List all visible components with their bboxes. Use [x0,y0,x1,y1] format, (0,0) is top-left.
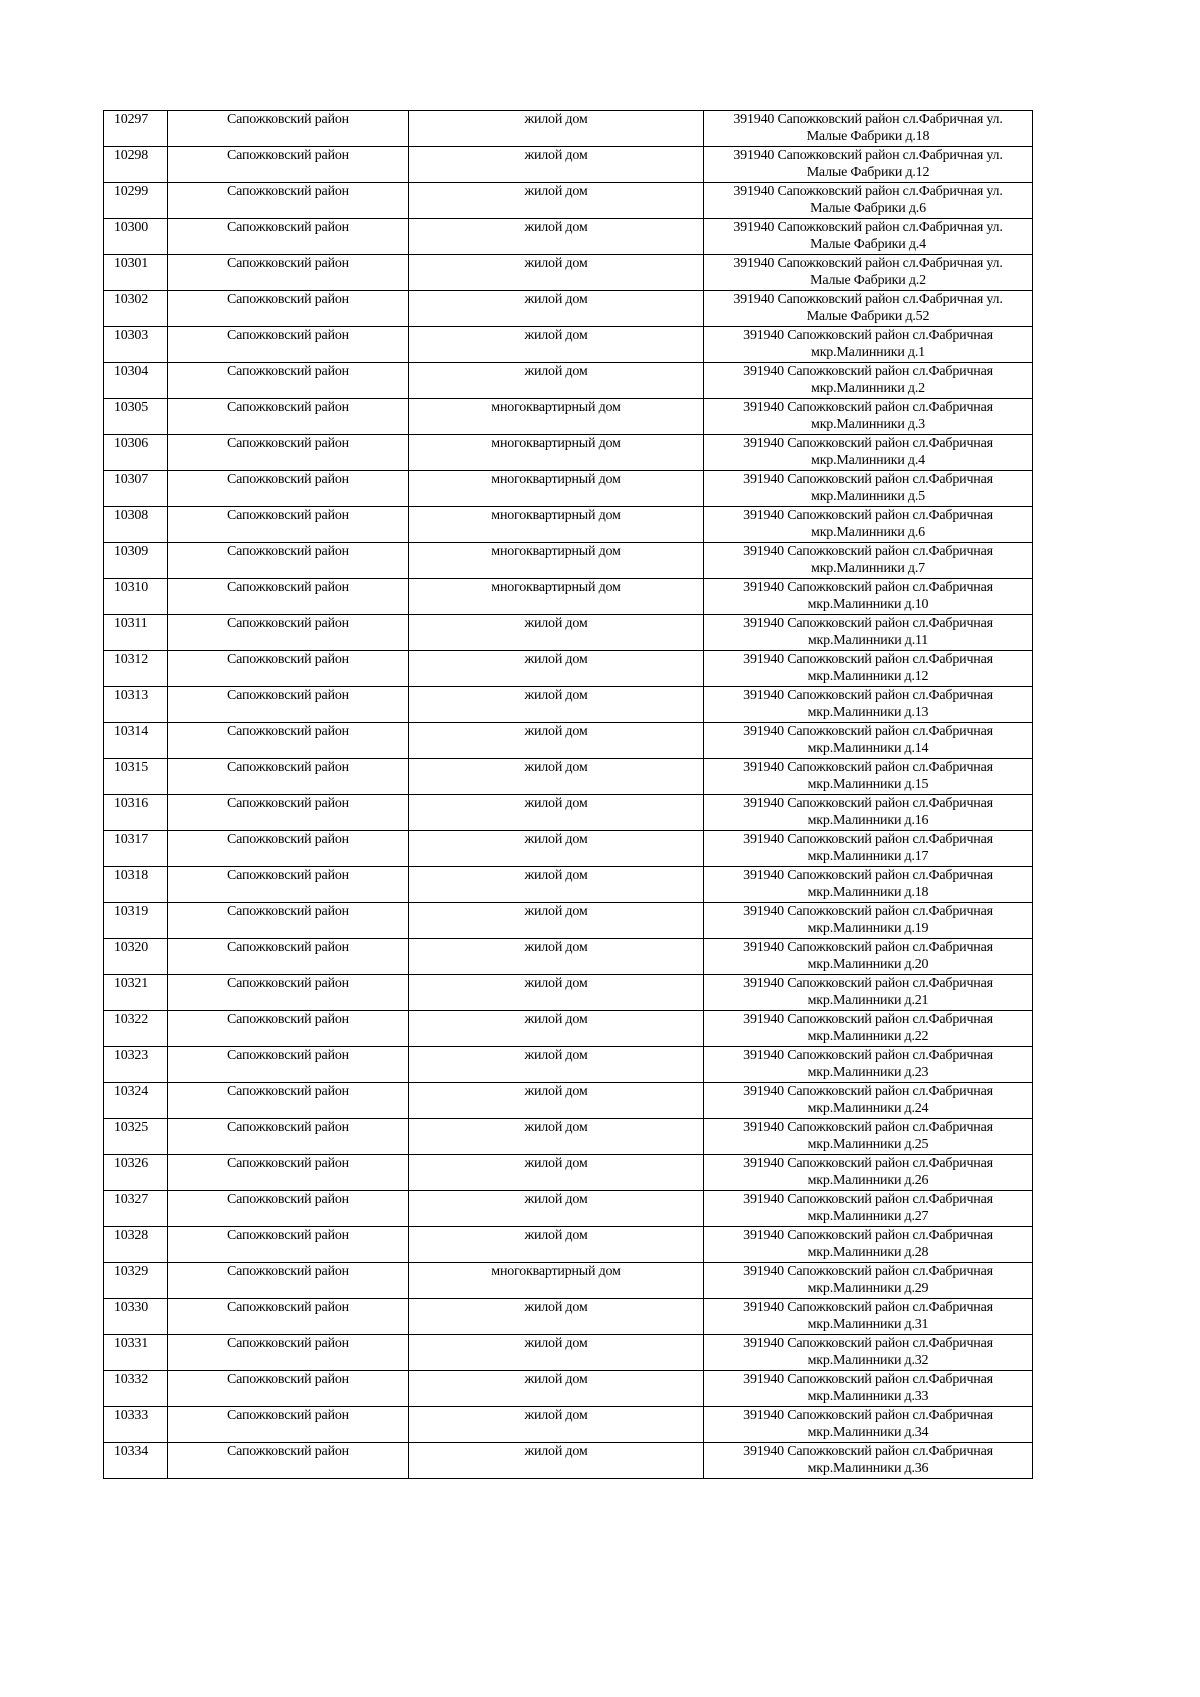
building-type-cell: жилой дом [409,219,704,255]
address-cell [704,435,1033,471]
building-type-cell: жилой дом [409,1443,704,1479]
address-cell [704,1263,1033,1299]
address-line-1: 391940 Сапожковский район сл.Фабричная [743,1228,993,1243]
record-number-cell: 10330 [104,1299,168,1335]
district-cell: Сапожковский район [168,1407,409,1443]
address-cell [704,939,1033,975]
building-type-cell: жилой дом [409,831,704,867]
district-cell: Сапожковский район [168,219,409,255]
address-line-2: мкр.Малинники д.12 [807,669,929,684]
record-number-cell: 10302 [104,291,168,327]
address-line-1: 391940 Сапожковский район сл.Фабричная ул. [733,256,1003,271]
address-cell [704,795,1033,831]
building-type-cell: жилой дом [409,795,704,831]
table-row [104,1299,1033,1335]
address-line-1: 391940 Сапожковский район сл.Фабричная [743,1408,993,1423]
address-line-2: мкр.Малинники д.22 [807,1029,929,1044]
record-number-cell: 10311 [104,615,168,651]
district-cell: Сапожковский район [168,795,409,831]
record-number-cell: 10310 [104,579,168,615]
district-cell: Сапожковский район [168,1083,409,1119]
table-row [104,687,1033,723]
address-cell [704,507,1033,543]
registry-table-body [104,111,1033,1479]
district-cell: Сапожковский район [168,111,409,147]
address-line-1: 391940 Сапожковский район сл.Фабричная [743,832,993,847]
address-line-2: мкр.Малинники д.32 [807,1353,929,1368]
address-line-2: Малые Фабрики д.6 [810,201,926,216]
address-cell [704,723,1033,759]
address-line-2: мкр.Малинники д.19 [807,921,929,936]
table-row [104,1011,1033,1047]
address-cell [704,219,1033,255]
building-type-cell: жилой дом [409,939,704,975]
building-type-cell: жилой дом [409,183,704,219]
building-type-cell: многоквартирный дом [409,543,704,579]
registry-table [103,110,1033,1479]
address-line-1: 391940 Сапожковский район сл.Фабричная ул. [733,184,1003,199]
address-line-2: Малые Фабрики д.18 [806,129,930,144]
record-number-cell: 10314 [104,723,168,759]
building-type-cell: жилой дом [409,723,704,759]
address-cell [704,759,1033,795]
record-number-cell: 10334 [104,1443,168,1479]
building-type-cell: жилой дом [409,1011,704,1047]
address-line-2: мкр.Малинники д.6 [811,525,925,540]
address-cell [704,1335,1033,1371]
address-line-1: 391940 Сапожковский район сл.Фабричная ул. [733,148,1003,163]
record-number-cell: 10303 [104,327,168,363]
building-type-cell: жилой дом [409,291,704,327]
address-cell [704,183,1033,219]
address-line-2: мкр.Малинники д.25 [807,1137,929,1152]
district-cell: Сапожковский район [168,291,409,327]
building-type-cell: жилой дом [409,1371,704,1407]
district-cell: Сапожковский район [168,1227,409,1263]
address-cell [704,1299,1033,1335]
building-type-cell: жилой дом [409,1407,704,1443]
table-row [104,1263,1033,1299]
building-type-cell: многоквартирный дом [409,579,704,615]
record-number-cell: 10331 [104,1335,168,1371]
address-line-1: 391940 Сапожковский район сл.Фабричная [743,868,993,883]
record-number-cell: 10329 [104,1263,168,1299]
district-cell: Сапожковский район [168,759,409,795]
address-line-2: мкр.Малинники д.24 [807,1101,929,1116]
table-row [104,1227,1033,1263]
district-cell: Сапожковский район [168,1263,409,1299]
building-type-cell: жилой дом [409,975,704,1011]
address-line-2: мкр.Малинники д.15 [807,777,929,792]
table-row [104,543,1033,579]
address-line-2: мкр.Малинники д.20 [807,957,929,972]
address-line-1: 391940 Сапожковский район сл.Фабричная [743,1444,993,1459]
record-number-cell: 10297 [104,111,168,147]
record-number-cell: 10315 [104,759,168,795]
address-line-1: 391940 Сапожковский район сл.Фабричная ул. [733,112,1003,127]
address-line-1: 391940 Сапожковский район сл.Фабричная [743,1336,993,1351]
table-row [104,1191,1033,1227]
table-row [104,219,1033,255]
address-line-1: 391940 Сапожковский район сл.Фабричная [743,976,993,991]
record-number-cell: 10306 [104,435,168,471]
address-cell [704,903,1033,939]
record-number-cell: 10321 [104,975,168,1011]
address-cell [704,363,1033,399]
address-line-1: 391940 Сапожковский район сл.Фабричная [743,1048,993,1063]
district-cell: Сапожковский район [168,471,409,507]
address-line-1: 391940 Сапожковский район сл.Фабричная [743,1192,993,1207]
address-line-2: Малые Фабрики д.4 [810,237,926,252]
building-type-cell: жилой дом [409,1155,704,1191]
table-row [104,435,1033,471]
table-row [104,975,1033,1011]
record-number-cell: 10324 [104,1083,168,1119]
building-type-cell: жилой дом [409,1299,704,1335]
address-line-1: 391940 Сапожковский район сл.Фабричная [743,508,993,523]
address-cell [704,327,1033,363]
address-line-2: мкр.Малинники д.36 [807,1461,929,1476]
record-number-cell: 10320 [104,939,168,975]
building-type-cell: многоквартирный дом [409,399,704,435]
address-line-1: 391940 Сапожковский район сл.Фабричная [743,904,993,919]
address-line-2: мкр.Малинники д.21 [807,993,929,1008]
address-line-2: Малые Фабрики д.2 [810,273,926,288]
address-cell [704,543,1033,579]
address-line-1: 391940 Сапожковский район сл.Фабричная [743,760,993,775]
address-line-1: 391940 Сапожковский район сл.Фабричная [743,1372,993,1387]
address-line-1: 391940 Сапожковский район сл.Фабричная [743,688,993,703]
address-line-1: 391940 Сапожковский район сл.Фабричная [743,652,993,667]
district-cell: Сапожковский район [168,1191,409,1227]
record-number-cell: 10328 [104,1227,168,1263]
table-row [104,1407,1033,1443]
record-number-cell: 10312 [104,651,168,687]
address-line-2: мкр.Малинники д.1 [811,345,925,360]
address-cell [704,1407,1033,1443]
record-number-cell: 10333 [104,1407,168,1443]
address-cell [704,975,1033,1011]
address-line-2: мкр.Малинники д.31 [807,1317,929,1332]
address-cell [704,687,1033,723]
record-number-cell: 10301 [104,255,168,291]
address-line-2: мкр.Малинники д.26 [807,1173,929,1188]
table-row [104,867,1033,903]
address-line-2: мкр.Малинники д.18 [807,885,929,900]
building-type-cell: жилой дом [409,615,704,651]
record-number-cell: 10307 [104,471,168,507]
building-type-cell: жилой дом [409,1119,704,1155]
building-type-cell: жилой дом [409,651,704,687]
address-line-1: 391940 Сапожковский район сл.Фабричная [743,616,993,631]
address-cell [704,1119,1033,1155]
district-cell: Сапожковский район [168,579,409,615]
table-row [104,471,1033,507]
address-line-2: мкр.Малинники д.13 [807,705,929,720]
table-row [104,1335,1033,1371]
record-number-cell: 10308 [104,507,168,543]
record-number-cell: 10305 [104,399,168,435]
address-cell [704,255,1033,291]
address-line-1: 391940 Сапожковский район сл.Фабричная [743,1012,993,1027]
building-type-cell: многоквартирный дом [409,435,704,471]
address-line-1: 391940 Сапожковский район сл.Фабричная ул. [733,220,1003,235]
district-cell: Сапожковский район [168,867,409,903]
table-row [104,363,1033,399]
building-type-cell: многоквартирный дом [409,1263,704,1299]
address-line-2: мкр.Малинники д.11 [807,633,929,648]
district-cell: Сапожковский район [168,651,409,687]
address-cell [704,399,1033,435]
address-cell [704,291,1033,327]
building-type-cell: многоквартирный дом [409,471,704,507]
address-line-2: мкр.Малинники д.28 [807,1245,929,1260]
record-number-cell: 10319 [104,903,168,939]
building-type-cell: жилой дом [409,1227,704,1263]
address-line-2: мкр.Малинники д.4 [811,453,925,468]
record-number-cell: 10326 [104,1155,168,1191]
building-type-cell: жилой дом [409,1047,704,1083]
building-type-cell: жилой дом [409,759,704,795]
district-cell: Сапожковский район [168,903,409,939]
district-cell: Сапожковский район [168,1119,409,1155]
district-cell: Сапожковский район [168,327,409,363]
table-row [104,1155,1033,1191]
district-cell: Сапожковский район [168,975,409,1011]
table-row [104,111,1033,147]
address-cell [704,831,1033,867]
address-line-1: 391940 Сапожковский район сл.Фабричная [743,796,993,811]
address-line-2: Малые Фабрики д.52 [806,309,930,324]
district-cell: Сапожковский район [168,1047,409,1083]
table-row [104,1119,1033,1155]
district-cell: Сапожковский район [168,831,409,867]
address-line-1: 391940 Сапожковский район сл.Фабричная [743,940,993,955]
building-type-cell: жилой дом [409,255,704,291]
address-line-1: 391940 Сапожковский район сл.Фабричная [743,580,993,595]
address-cell [704,1371,1033,1407]
address-cell [704,1011,1033,1047]
address-line-1: 391940 Сапожковский район сл.Фабричная [743,472,993,487]
table-row [104,255,1033,291]
address-cell [704,1191,1033,1227]
address-line-2: мкр.Малинники д.10 [807,597,929,612]
record-number-cell: 10299 [104,183,168,219]
table-row [104,939,1033,975]
building-type-cell: жилой дом [409,363,704,399]
table-row [104,615,1033,651]
building-type-cell: жилой дом [409,147,704,183]
record-number-cell: 10323 [104,1047,168,1083]
building-type-cell: жилой дом [409,111,704,147]
table-row [104,831,1033,867]
address-line-1: 391940 Сапожковский район сл.Фабричная [743,1156,993,1171]
address-line-2: мкр.Малинники д.5 [811,489,925,504]
table-row [104,651,1033,687]
address-line-1: 391940 Сапожковский район сл.Фабричная [743,400,993,415]
address-cell [704,1083,1033,1119]
district-cell: Сапожковский район [168,1443,409,1479]
district-cell: Сапожковский район [168,615,409,651]
table-row [104,903,1033,939]
table-row [104,1443,1033,1479]
district-cell: Сапожковский район [168,507,409,543]
address-line-2: мкр.Малинники д.33 [807,1389,929,1404]
record-number-cell: 10300 [104,219,168,255]
district-cell: Сапожковский район [168,687,409,723]
table-row [104,507,1033,543]
record-number-cell: 10325 [104,1119,168,1155]
record-number-cell: 10322 [104,1011,168,1047]
address-line-2: мкр.Малинники д.17 [807,849,929,864]
district-cell: Сапожковский район [168,435,409,471]
address-line-2: мкр.Малинники д.14 [807,741,929,756]
address-cell [704,1047,1033,1083]
record-number-cell: 10304 [104,363,168,399]
district-cell: Сапожковский район [168,147,409,183]
building-type-cell: жилой дом [409,1191,704,1227]
table-row [104,1371,1033,1407]
table-row [104,795,1033,831]
address-line-1: 391940 Сапожковский район сл.Фабричная [743,364,993,379]
table-row [104,723,1033,759]
building-type-cell: жилой дом [409,687,704,723]
building-type-cell: жилой дом [409,867,704,903]
address-line-1: 391940 Сапожковский район сл.Фабричная [743,724,993,739]
address-cell [704,1443,1033,1479]
address-cell [704,1155,1033,1191]
address-line-1: 391940 Сапожковский район сл.Фабричная [743,436,993,451]
table-row [104,147,1033,183]
record-number-cell: 10327 [104,1191,168,1227]
district-cell: Сапожковский район [168,1371,409,1407]
address-cell [704,579,1033,615]
address-line-1: 391940 Сапожковский район сл.Фабричная [743,1264,993,1279]
address-line-1: 391940 Сапожковский район сл.Фабричная [743,1120,993,1135]
address-cell [704,615,1033,651]
table-row [104,183,1033,219]
table-row [104,399,1033,435]
address-line-2: Малые Фабрики д.12 [806,165,930,180]
record-number-cell: 10309 [104,543,168,579]
address-line-2: мкр.Малинники д.16 [807,813,929,828]
address-line-2: мкр.Малинники д.23 [807,1065,929,1080]
address-cell [704,1227,1033,1263]
district-cell: Сапожковский район [168,183,409,219]
district-cell: Сапожковский район [168,399,409,435]
address-line-2: мкр.Малинники д.3 [811,417,925,432]
building-type-cell: жилой дом [409,327,704,363]
record-number-cell: 10318 [104,867,168,903]
district-cell: Сапожковский район [168,1011,409,1047]
record-number-cell: 10317 [104,831,168,867]
building-type-cell: жилой дом [409,903,704,939]
address-cell [704,111,1033,147]
address-line-2: мкр.Малинники д.2 [811,381,925,396]
address-cell [704,651,1033,687]
district-cell: Сапожковский район [168,939,409,975]
district-cell: Сапожковский район [168,1155,409,1191]
address-cell [704,867,1033,903]
building-type-cell: жилой дом [409,1083,704,1119]
address-line-1: 391940 Сапожковский район сл.Фабричная [743,328,993,343]
record-number-cell: 10316 [104,795,168,831]
table-row [104,1083,1033,1119]
district-cell: Сапожковский район [168,543,409,579]
building-type-cell: многоквартирный дом [409,507,704,543]
address-line-1: 391940 Сапожковский район сл.Фабричная [743,1300,993,1315]
address-line-1: 391940 Сапожковский район сл.Фабричная ул. [733,292,1003,307]
address-line-2: мкр.Малинники д.29 [807,1281,929,1296]
building-type-cell: жилой дом [409,1335,704,1371]
record-number-cell: 10332 [104,1371,168,1407]
address-line-2: мкр.Малинники д.7 [811,561,925,576]
record-number-cell: 10313 [104,687,168,723]
district-cell: Сапожковский район [168,255,409,291]
address-line-1: 391940 Сапожковский район сл.Фабричная [743,1084,993,1099]
address-line-1: 391940 Сапожковский район сл.Фабричная [743,544,993,559]
district-cell: Сапожковский район [168,363,409,399]
record-number-cell: 10298 [104,147,168,183]
table-row [104,759,1033,795]
district-cell: Сапожковский район [168,1335,409,1371]
address-line-2: мкр.Малинники д.34 [807,1425,929,1440]
address-line-2: мкр.Малинники д.27 [807,1209,929,1224]
table-row [104,327,1033,363]
table-row [104,1047,1033,1083]
address-cell [704,471,1033,507]
table-row [104,579,1033,615]
district-cell: Сапожковский район [168,1299,409,1335]
district-cell: Сапожковский район [168,723,409,759]
address-cell [704,147,1033,183]
table-row [104,291,1033,327]
